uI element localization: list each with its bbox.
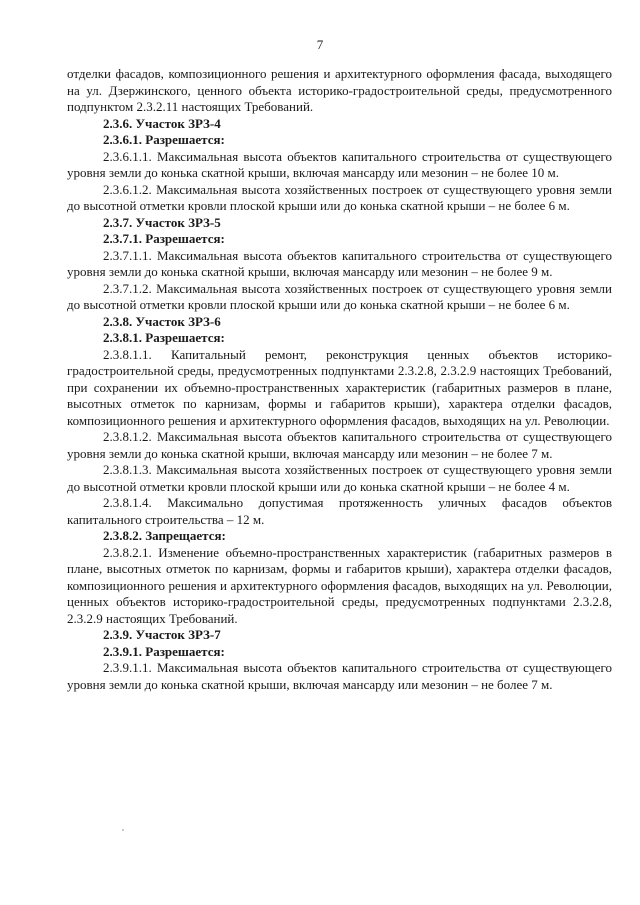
clause-2-3-8-1-1: 2.3.8.1.1. Капитальный ремонт, реконструкция ценных объектов историко-градостроительной среды, предусмотренных подпунктами 2.3.2.8, 2.3.2.9 настоящих Требований, при сохранении их объемно-пространственных характеристик (габаритных размеров в плане, высотных отметок по карнизам, формы и габаритов крыши), характера отделки фасадов, композиционного решения и архитектурного оформления фасадов, выходящих на ул. Революции. <box>67 346 612 428</box>
subsection-heading-2-3-8-1: 2.3.8.1. Разрешается: <box>103 330 225 345</box>
scan-speck <box>122 829 124 831</box>
clause-2-3-8-1-4: 2.3.8.1.4. Максимально допустимая протяженность уличных фасадов объектов капитального строительства – 12 м. <box>67 495 612 527</box>
section-heading-2-3-9: 2.3.9. Участок ЗРЗ-7 <box>103 627 221 642</box>
section-heading-2-3-6: 2.3.6. Участок ЗРЗ-4 <box>103 115 221 131</box>
clause-2-3-8-1-3: 2.3.8.1.3. Максимальная высота хозяйственных построек от существующего уровня земли до высотной отметки кровли плоской крыши или до конька скатной крыши – не более 4 м. <box>67 462 612 494</box>
section-heading-2-3-7: 2.3.7. Участок ЗРЗ-5 <box>103 214 221 230</box>
clause-2-3-8-2-1: 2.3.8.2.1. Изменение объемно-пространственных характеристик (габаритных размеров в плане, высотных отметок по карнизам, формы и габаритов крыши), характера отделки фасадов, композиционного решения и архитектурного оформления фасадов, выходящих на ул. Революции, ценных объектов историко-градостроительной среды, предусмотренных подпунктами 2.3.2.8, 2.3.2.9 настоящих Требований. <box>67 544 612 626</box>
clause-2-3-7-1-2: 2.3.7.1.2. Максимальная высота хозяйственных построек от существующего уровня земли до высотной отметки кровли плоской крыши или до конька скатной крыши – не более 6 м. <box>67 280 612 312</box>
paragraph-continued: отделки фасадов, композиционного решения и архитектурного оформления фасада, выходящего на ул. Дзержинского, ценного объекта историко-градостроительной среды, предусмотренного подпунктом 2.3.2.11 настоящих Требований. <box>67 66 612 114</box>
clause-2-3-9-1-1: 2.3.9.1.1. Максимальная высота объектов капитального строительства от существующего уровня земли до конька скатной крыши, включая мансарду или мезонин – не более 7 м. <box>67 660 612 692</box>
document-body <box>67 66 612 693</box>
clause-2-3-7-1-1: 2.3.7.1.1. Максимальная высота объектов капитального строительства от существующего уровня земли до конька скатной крыши, включая мансарду или мезонин – не более 9 м. <box>67 247 612 279</box>
page-number: 7 <box>316 37 324 52</box>
subsection-heading-2-3-7-1: 2.3.7.1. Разрешается: <box>103 231 225 246</box>
subsection-heading-2-3-9-1: 2.3.9.1. Разрешается: <box>103 643 225 659</box>
clause-2-3-6-1-1: 2.3.6.1.1. Максимальная высота объектов капитального строительства от существующего уровня земли до конька скатной крыши, включая мансарду или мезонин – не более 10 м. <box>67 148 612 180</box>
subsection-heading-2-3-8-2: 2.3.8.2. Запрещается: <box>103 528 226 543</box>
clause-2-3-6-1-2: 2.3.6.1.2. Максимальная высота хозяйственных построек от существующего уровня земли до высотной отметки кровли плоской крыши или до конька скатной крыши – не более 6 м. <box>67 181 612 213</box>
section-heading-2-3-8: 2.3.8. Участок ЗРЗ-6 <box>103 313 221 329</box>
clause-2-3-8-1-2: 2.3.8.1.2. Максимальная высота объектов капитального строительства от существующего уровня земли до конька скатной крыши, включая мансарду или мезонин – не более 7 м. <box>67 429 612 461</box>
subsection-heading-2-3-6-1: 2.3.6.1. Разрешается: <box>103 132 225 147</box>
